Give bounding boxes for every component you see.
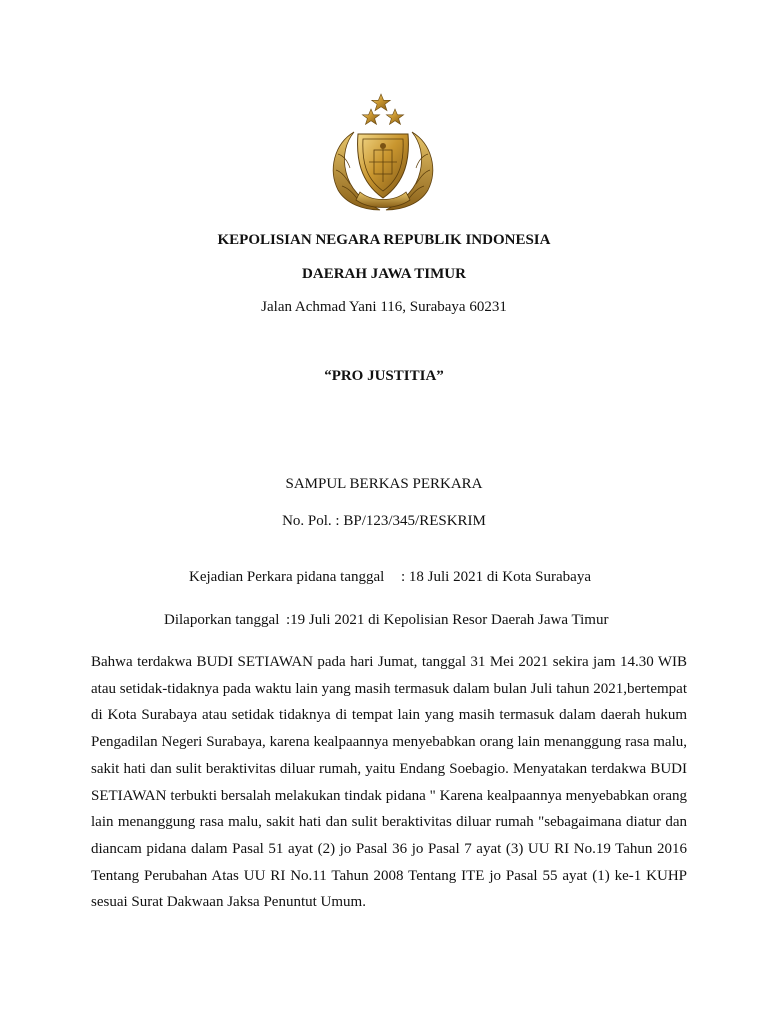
incident-value: : 18 Juli 2021 di Kota Surabaya xyxy=(401,569,591,585)
report-label: Dilaporkan tanggal xyxy=(164,612,280,628)
institution-name: KEPOLISIAN NEGARA REPUBLIK INDONESIA xyxy=(217,232,551,248)
report-value: :19 Juli 2021 di Kepolisian Resor Daerah Jawa Timur xyxy=(286,612,609,628)
police-emblem-icon xyxy=(324,92,442,214)
address: Jalan Achmad Yani 116, Surabaya 60231 xyxy=(261,299,507,315)
indictment-paragraph: Bahwa terdakwa BUDI SETIAWAN pada hari Jumat, tanggal 31 Mei 2021 sekira jam 14.30 WIB atau setidak-tidaknya pada waktu lain yang masih termasuk dalam bulan Juli tahun 2021,bertempat di Kota Surabaya atau setidak tidaknya di tempat lain yang masih termasuk dalam daerah hukum Pengadilan Negeri Surabaya, karena kealpaannya menyebabkan orang lain menanggung rasa malu, sakit hati dan sulit beraktivitas diluar rumah, yaitu Endang Soebagio. Menyatakan terdakwa BUDI SETIAWAN terbukti bersalah melakukan tindak pidana " Karena kealpaannya menyebabkan orang lain menanggung rasa malu, sakit hati dan sulit beraktivitas diluar rumah "sebagaimana diatur dan diancam pidana dalam Pasal 51 ayat (2) jo Pasal 36 jo Pasal 7 ayat (3) UU RI No.19 Tahun 2016 Tentang Perubahan Atas UU RI No.11 Tahun 2008 Tentang ITE jo Pasal 55 ayat (1) ke-1 KUHP sesuai Surat Dakwaan Jaksa Penuntut Umum. xyxy=(91,654,687,911)
case-number: No. Pol. : BP/123/345/RESKRIM xyxy=(282,513,486,529)
cover-title: SAMPUL BERKAS PERKARA xyxy=(285,476,483,492)
region-name: DAERAH JAWA TIMUR xyxy=(302,266,466,282)
incident-label: Kejadian Perkara pidana tanggal xyxy=(189,569,385,585)
motto-pro-justitia: “PRO JUSTITIA” xyxy=(324,368,444,384)
